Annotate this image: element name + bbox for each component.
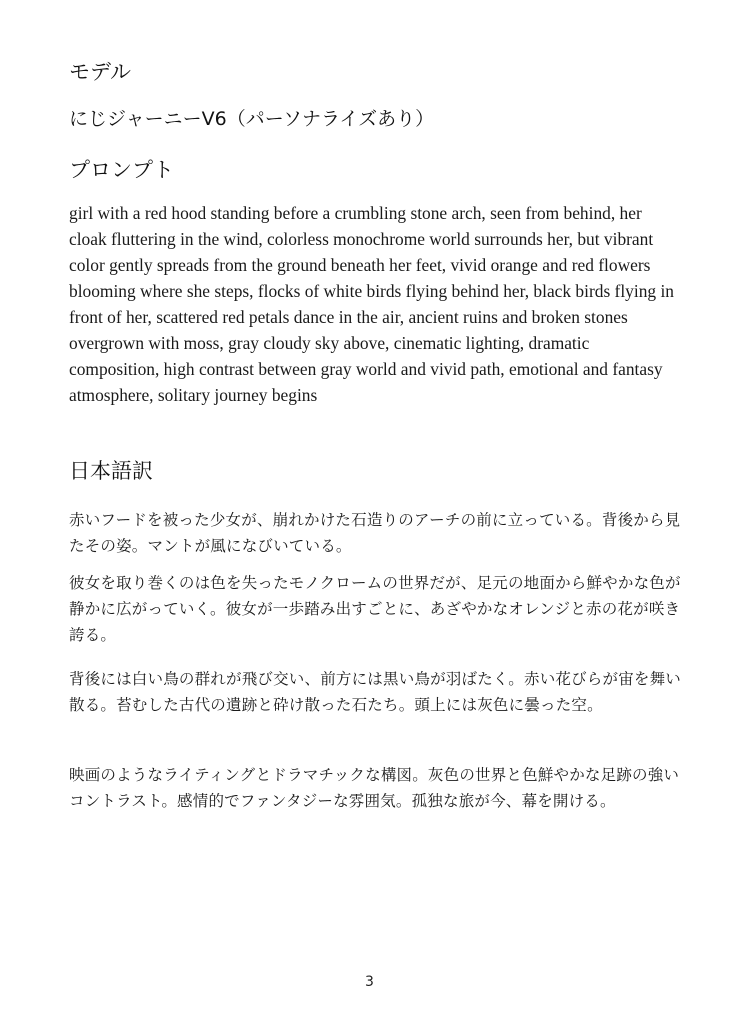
translation-paragraph-4: 映画のようなライティングとドラマチックな構図。灰色の世界と色鮮やかな足跡の強いコントラスト。感情的でファンタジーな雰囲気。孤独な旅が今、幕を開ける。	[69, 766, 680, 810]
translation-heading: 日本語訳	[69, 459, 153, 483]
translation-paragraph-2: 彼女を取り巻くのは色を失ったモノクロームの世界だが、足元の地面から鮮やかな色が静かに広がっていく。彼女が一歩踏み出すごとに、あざやかなオレンジと赤の花が咲き誇る。	[69, 574, 681, 644]
page-number: 3	[365, 974, 374, 990]
prompt-heading: プロンプト	[69, 158, 174, 182]
model-heading: モデル	[69, 60, 131, 84]
prompt-text: girl with a red hood standing before a crumbling stone arch, seen from behind, her cloak fluttering in the wind, colorless monochrome world surrounds her, but vibrant color gently spreads from the ground beneath her feet, vivid orange and red flowers blooming where she steps, flocks of white birds flying behind her, black birds flying in front of her, scattered red petals dance in the air, ancient ruins and broken stones overgrown with moss, gray cloudy sky above, cinematic lighting, dramatic composition, high contrast between gray world and vivid path, emotional and fantasy atmosphere, solitary journey begins	[69, 203, 674, 405]
translation-paragraph-1: 赤いフードを被った少女が、崩れかけた石造りのアーチの前に立っている。背後から見たその姿。マントが風になびいている。	[69, 511, 681, 555]
model-value: にじジャーニーV6（パーソナライズあり）	[69, 108, 435, 130]
translation-paragraph-3: 背後には白い鳥の群れが飛び交い、前方には黒い鳥が羽ばたく。赤い花びらが宙を舞い散る。苔むした古代の遺跡と砕け散った石たち。頭上には灰色に曇った空。	[69, 670, 681, 714]
